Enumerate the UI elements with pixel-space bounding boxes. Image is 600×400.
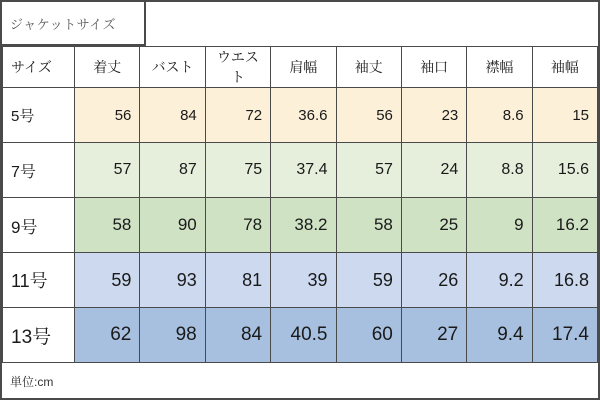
cell-sleeve-length: 59 xyxy=(336,253,401,308)
column-header-waist: ウエスト xyxy=(205,47,270,88)
column-header-sleeve-width: 袖幅 xyxy=(532,47,597,88)
column-header-shoulder: 肩幅 xyxy=(271,47,336,88)
cell-length: 62 xyxy=(75,308,140,363)
size-table xyxy=(2,46,598,363)
cell-sleeve-length: 56 xyxy=(336,88,401,143)
page-title: ジャケットサイズ xyxy=(10,16,117,32)
table-row xyxy=(3,308,598,363)
cell-waist: 78 xyxy=(205,198,270,253)
cell-collar-width: 9 xyxy=(467,198,532,253)
cell-collar-width: 9.4 xyxy=(467,308,532,363)
cell-bust: 87 xyxy=(140,143,205,198)
row-label: 9号 xyxy=(3,198,75,253)
table-row xyxy=(3,143,598,198)
row-label: 11号 xyxy=(3,253,75,308)
cell-bust: 98 xyxy=(140,308,205,363)
chart-title-cell xyxy=(2,2,146,46)
cell-cuff: 25 xyxy=(401,198,466,253)
cell-length: 57 xyxy=(75,143,140,198)
row-label: 7号 xyxy=(3,143,75,198)
column-header-collar-width: 襟幅 xyxy=(467,47,532,88)
cell-shoulder: 39 xyxy=(271,253,336,308)
table-row xyxy=(3,253,598,308)
cell-cuff: 27 xyxy=(401,308,466,363)
cell-waist: 72 xyxy=(205,88,270,143)
cell-cuff: 26 xyxy=(401,253,466,308)
cell-bust: 84 xyxy=(140,88,205,143)
column-header-size: サイズ xyxy=(3,47,75,88)
column-header-bust: バスト xyxy=(140,47,205,88)
cell-shoulder: 37.4 xyxy=(271,143,336,198)
cell-shoulder: 40.5 xyxy=(271,308,336,363)
cell-length: 59 xyxy=(75,253,140,308)
cell-length: 58 xyxy=(75,198,140,253)
column-header-cuff: 袖口 xyxy=(401,47,466,88)
table-header-row xyxy=(3,47,598,88)
cell-sleeve-length: 57 xyxy=(336,143,401,198)
column-header-length: 着丈 xyxy=(75,47,140,88)
cell-shoulder: 36.6 xyxy=(271,88,336,143)
row-label: 5号 xyxy=(3,88,75,143)
cell-sleeve-width: 15 xyxy=(532,88,597,143)
table-row xyxy=(3,88,598,143)
cell-sleeve-length: 60 xyxy=(336,308,401,363)
cell-sleeve-width: 15.6 xyxy=(532,143,597,198)
cell-waist: 81 xyxy=(205,253,270,308)
cell-cuff: 24 xyxy=(401,143,466,198)
row-label: 13号 xyxy=(3,308,75,363)
cell-sleeve-width: 16.2 xyxy=(532,198,597,253)
cell-collar-width: 8.6 xyxy=(467,88,532,143)
table-row xyxy=(3,198,598,253)
cell-cuff: 23 xyxy=(401,88,466,143)
cell-sleeve-length: 58 xyxy=(336,198,401,253)
cell-collar-width: 8.8 xyxy=(467,143,532,198)
unit-footnote: 単位:cm xyxy=(10,375,54,389)
column-header-sleeve-length: 袖丈 xyxy=(336,47,401,88)
cell-sleeve-width: 16.8 xyxy=(532,253,597,308)
cell-bust: 93 xyxy=(140,253,205,308)
cell-sleeve-width: 17.4 xyxy=(532,308,597,363)
cell-length: 56 xyxy=(75,88,140,143)
cell-shoulder: 38.2 xyxy=(271,198,336,253)
cell-waist: 75 xyxy=(205,143,270,198)
cell-bust: 90 xyxy=(140,198,205,253)
cell-waist: 84 xyxy=(205,308,270,363)
cell-collar-width: 9.2 xyxy=(467,253,532,308)
